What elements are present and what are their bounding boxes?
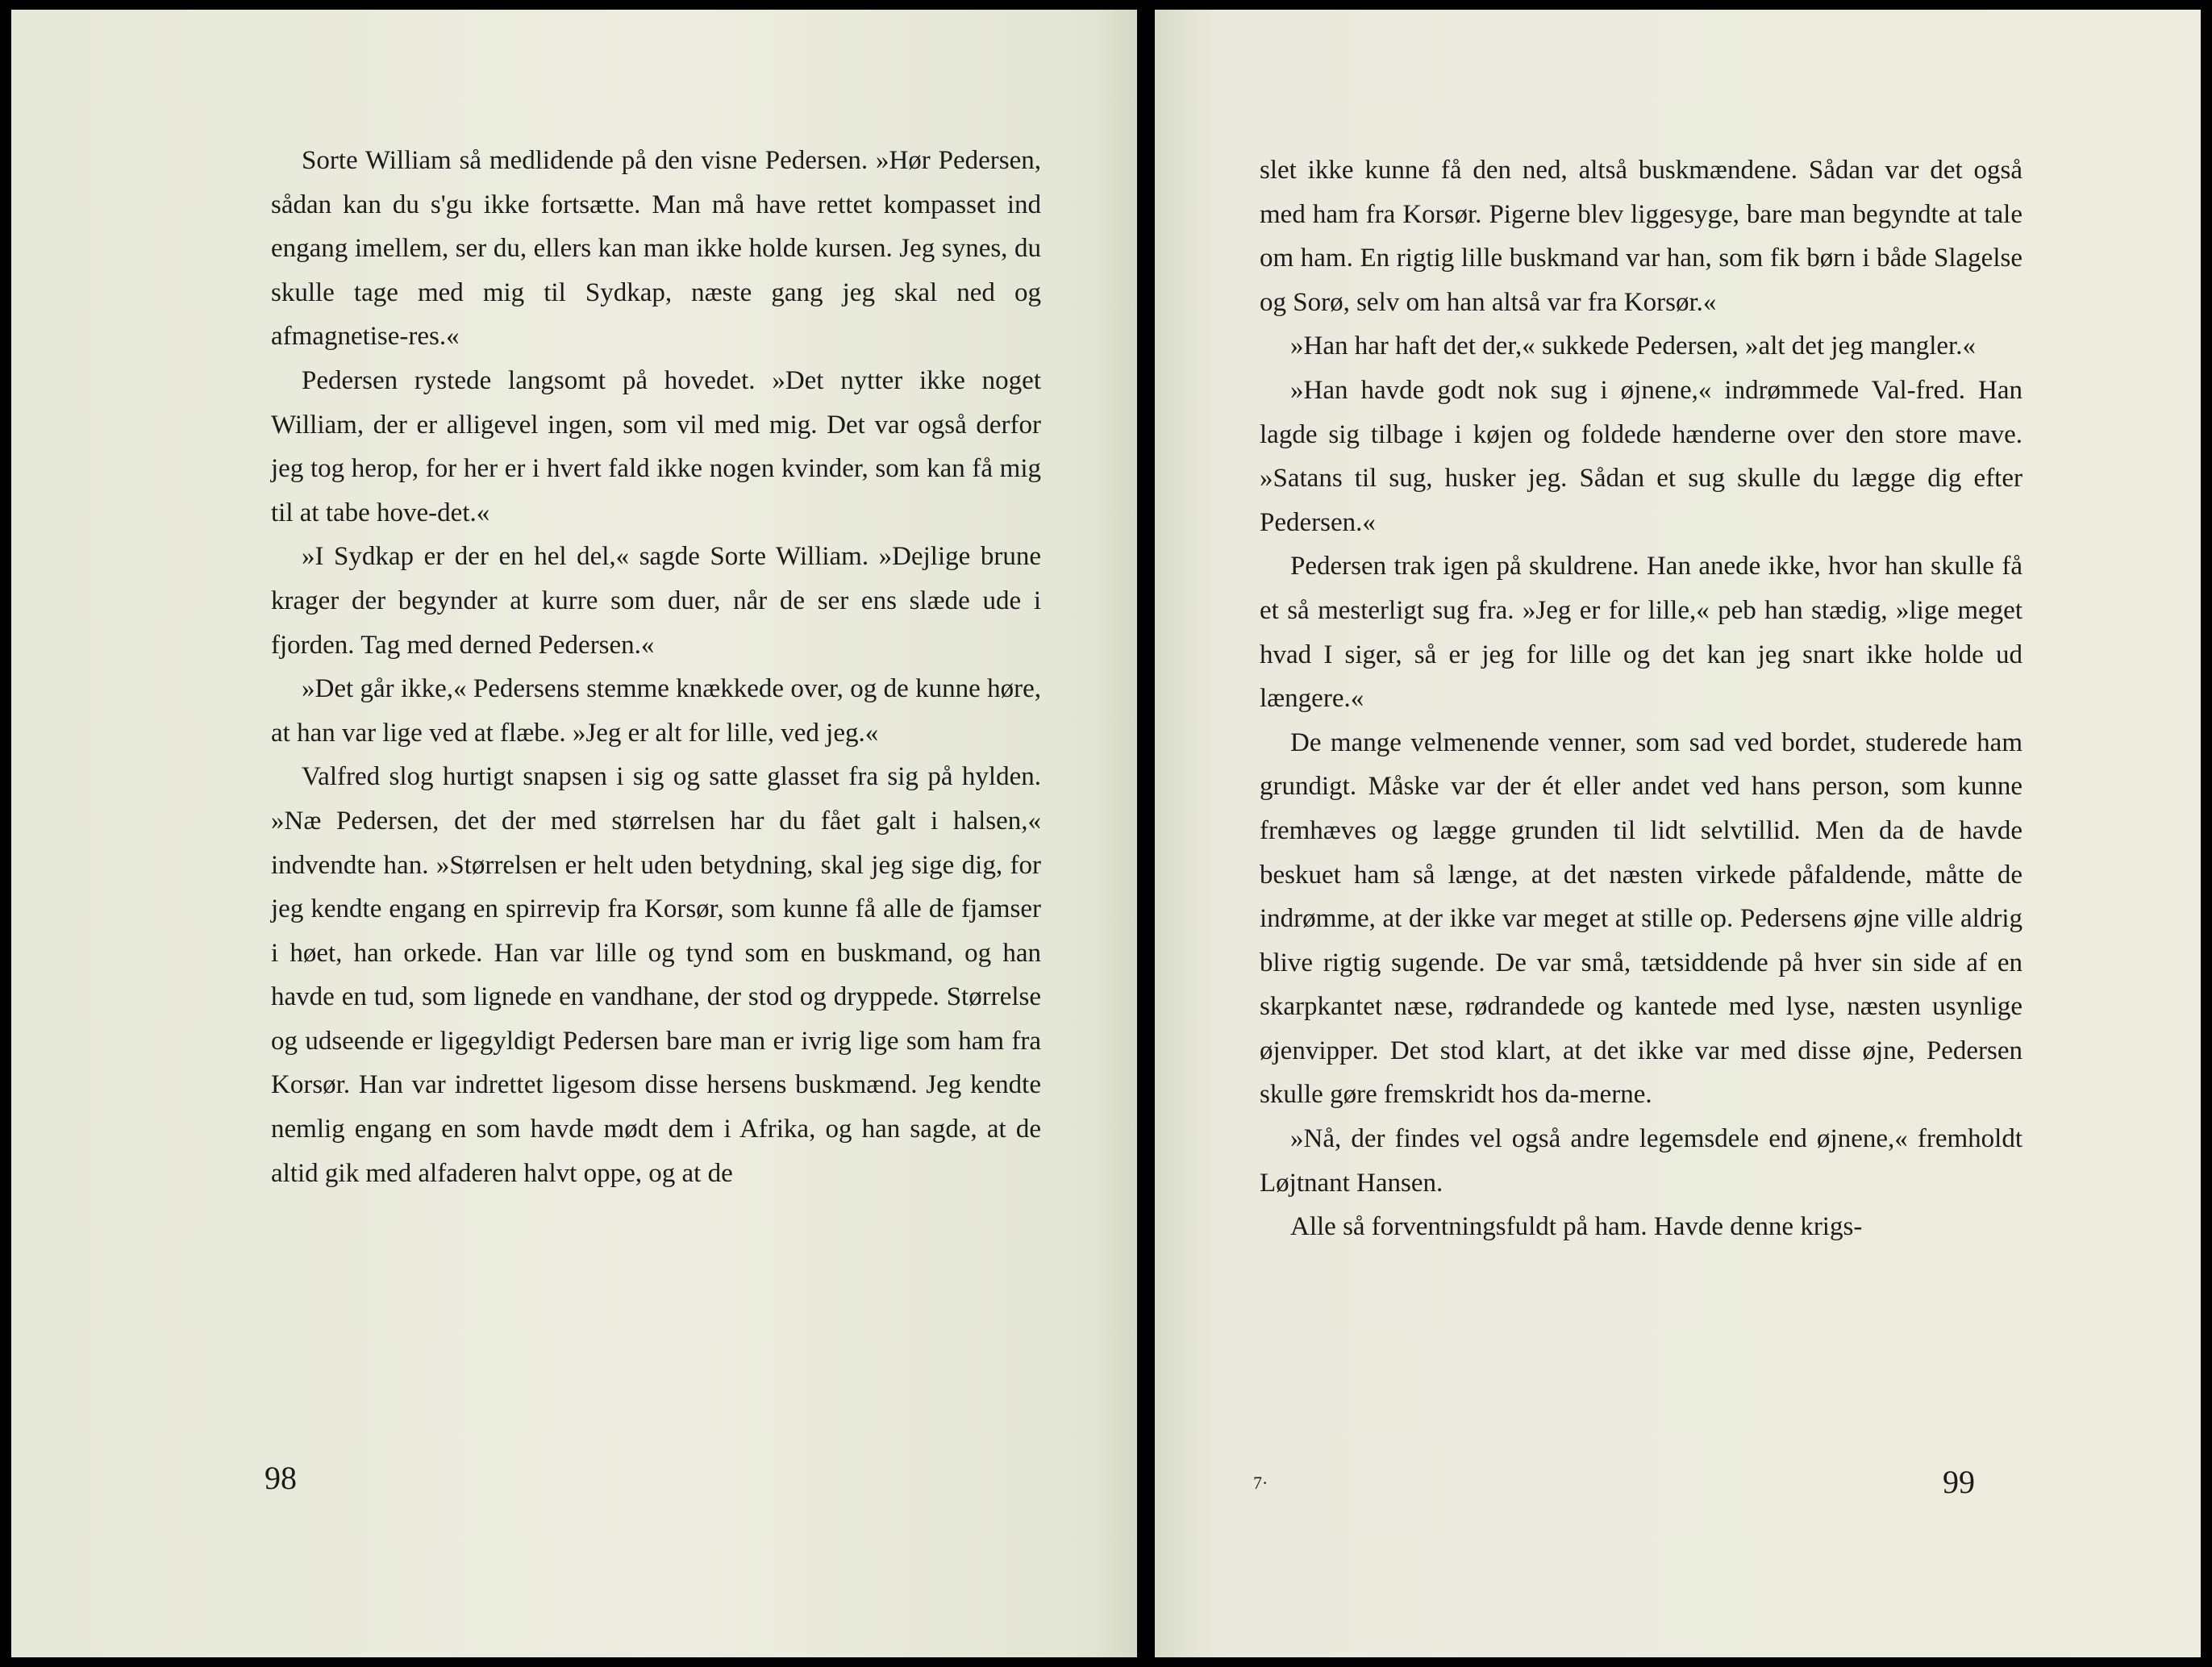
paragraph: Pedersen rystede langsomt på hovedet. »Det nytter ikke noget William, der er alligevel ingen, som vil med mig. Det var også derfor jeg tog herop, for her er i hvert fald ikke nogen kvinder, som kan få mig til at tabe hove-det.«	[271, 365, 1041, 527]
paragraph: Valfred slog hurtigt snapsen i sig og satte glasset fra sig på hylden. »Næ Pedersen, det der med størrelsen har du fået galt i halsen,« indvendte han. »Størrelsen er helt uden betydning, skal jeg sige dig, for jeg kendte engang en spirrevip fra Korsør, som kunne få alle de fjamser i høet, han orkede. Han var lille og tynd som en buskmand, og han havde en tud, som lignede en vandhane, der stod og dryppede. Størrelse og udseende er ligegyldigt Pedersen bare man er ivrig lige som ham fra Korsør. Han var indrettet ligesom disse hersens buskmænd. Jeg kendte nemlig engang en som havde mødt dem i Afrika, og han sagde, at de altid gik med alfaderen halvt oppe, og at de	[271, 762, 1041, 1188]
paragraph-continuation: slet ikke kunne få den ned, altså buskmændene. Sådan var det også med ham fra Korsør. Pigerne blev liggesyge, bare man begyndte at tale om ham. En rigtig lille buskmand var han, som fik børn i både Slagelse og Sorø, selv om han altså var fra Korsør.«	[1260, 156, 2022, 317]
page-number-left: 98	[265, 1460, 297, 1496]
left-page	[11, 10, 1137, 1657]
page-number-right: 99	[1943, 1464, 1975, 1500]
left-page-text	[271, 139, 1041, 1195]
paragraph: De mange velmenende venner, som sad ved bordet, studerede ham grundigt. Måske var der ét eller andet ved hans person, som kunne fremhæves og lægge grunden til lidt selvtillid. Men da de havde beskuet ham så længe, at det næsten virkede påfaldende, måtte de indrømme, at der ikke var meget at stille op. Pedersens øjne ville aldrig blive rigtig sugende. De var små, tætsiddende på hver sin side af en skarpkantet næse, rødrandede og kantede med lyse, næsten usynlige øjenvipper. Det stod klart, at det ikke var med disse øjne, Pedersen skulle gøre fremskridt hos da-merne.	[1260, 727, 2022, 1110]
paragraph: »Han har haft det der,« sukkede Pedersen, »alt det jeg mangler.«	[1290, 331, 1976, 361]
paragraph: »I Sydkap er der en hel del,« sagde Sorte William. »Dejlige brune krager der begynder at kurre som duer, når de ser ens slæde ude i fjorden. Tag med derned Pedersen.«	[271, 542, 1041, 660]
signature-mark: 7·	[1253, 1473, 1268, 1493]
right-page-text	[1260, 148, 2022, 1249]
paragraph: »Nå, der findes vel også andre legemsdele end øjnene,« fremholdt Løjtnant Hansen.	[1260, 1124, 2022, 1198]
paragraph: Pedersen trak igen på skuldrene. Han anede ikke, hvor han skulle få et så mesterligt sug fra. »Jeg er for lille,« peb han stædig, »lige meget hvad I siger, så er jeg for lille og det kan jeg snart ikke holde ud længere.«	[1260, 552, 2022, 714]
right-page	[1155, 10, 2201, 1657]
paragraph: »Det går ikke,« Pedersens stemme knækkede over, og de kunne høre, at han var lige ved at flæbe. »Jeg er alt for lille, ved jeg.«	[271, 674, 1041, 748]
paragraph: Sorte William så medlidende på den visne Pedersen. »Hør Pedersen, sådan kan du s'gu ikke fortsætte. Man må have rettet kompasset ind engang imellem, ser du, ellers kan man ikke holde kursen. Jeg synes, du skulle tage med mig til Sydkap, næste gang jeg skal ned og afmagnetise-res.«	[271, 146, 1041, 352]
paragraph: »Han havde godt nok sug i øjnene,« indrømmede Val-fred. Han lagde sig tilbage i køjen og foldede hænderne over den store mave. »Satans til sug, husker jeg. Sådan et sug skulle du lægge dig efter Pedersen.«	[1260, 375, 2022, 537]
paragraph: Alle så forventningsfuldt på ham. Havde denne krigs-	[1290, 1212, 1863, 1242]
